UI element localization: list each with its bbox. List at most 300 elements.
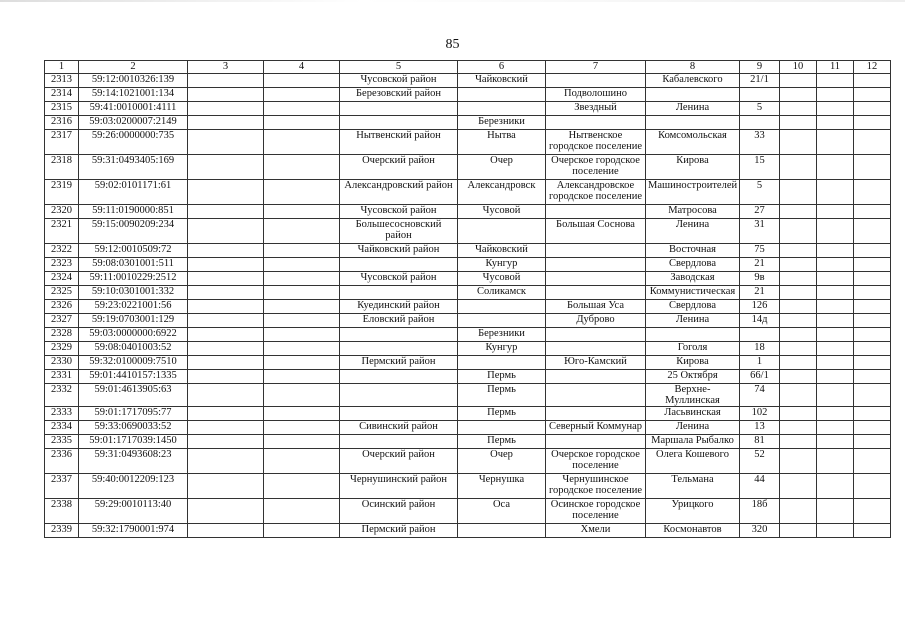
table-cell	[780, 328, 817, 342]
table-row	[45, 384, 891, 407]
table-cell	[546, 370, 646, 384]
table-cell: Урицкого	[646, 499, 740, 524]
column-header: 6	[458, 61, 546, 74]
table-cell: 2315	[45, 102, 79, 116]
table-cell: 59:03:0000000:6922	[79, 328, 188, 342]
table-cell	[340, 370, 458, 384]
table-cell: Тельмана	[646, 474, 740, 499]
table-cell: Чернушинское городское поселение	[546, 474, 646, 499]
table-cell	[817, 180, 854, 205]
table-cell: 59:19:0703001:129	[79, 314, 188, 328]
table-row	[45, 244, 891, 258]
table-cell	[264, 342, 340, 356]
table-row	[45, 74, 891, 88]
table-cell: 59:32:0100009:7510	[79, 356, 188, 370]
table-cell	[780, 370, 817, 384]
table-cell: Верхне-Муллинская	[646, 384, 740, 407]
table-row	[45, 499, 891, 524]
table-cell	[780, 499, 817, 524]
table-cell	[188, 155, 264, 180]
table-cell	[458, 314, 546, 328]
table-cell: 59:11:0190000:851	[79, 205, 188, 219]
column-header: 1	[45, 61, 79, 74]
table-cell	[740, 88, 780, 102]
table-cell	[740, 328, 780, 342]
table-cell: Нытвенское городское поселение	[546, 130, 646, 155]
table-cell	[458, 219, 546, 244]
table-cell	[780, 524, 817, 538]
table-cell: Пермский район	[340, 356, 458, 370]
table-cell: Чайковский	[458, 74, 546, 88]
table-cell	[264, 499, 340, 524]
table-cell: Кунгур	[458, 258, 546, 272]
table-cell	[458, 356, 546, 370]
table-cell	[854, 244, 891, 258]
table-cell: 15	[740, 155, 780, 180]
table-cell	[188, 384, 264, 407]
table-cell	[780, 258, 817, 272]
table-cell: Ленина	[646, 102, 740, 116]
table-row	[45, 205, 891, 219]
table-cell	[780, 342, 817, 356]
table-cell: Кирова	[646, 155, 740, 180]
table-cell: Ленина	[646, 219, 740, 244]
table-cell	[188, 258, 264, 272]
table-cell	[264, 524, 340, 538]
table-cell	[817, 258, 854, 272]
table-row	[45, 130, 891, 155]
table-cell	[854, 499, 891, 524]
register-table	[44, 60, 891, 538]
table-cell	[780, 102, 817, 116]
table-cell	[188, 342, 264, 356]
table-cell: 18б	[740, 499, 780, 524]
table-cell: Александровск	[458, 180, 546, 205]
column-header: 11	[817, 61, 854, 74]
table-cell: 2318	[45, 155, 79, 180]
table-cell: 1	[740, 356, 780, 370]
table-cell	[264, 300, 340, 314]
table-cell	[817, 155, 854, 180]
table-cell	[854, 300, 891, 314]
table-cell: Чернушинский район	[340, 474, 458, 499]
table-cell: 2333	[45, 407, 79, 421]
table-cell: Нытвенский район	[340, 130, 458, 155]
table-cell: Кунгур	[458, 342, 546, 356]
table-cell	[854, 155, 891, 180]
table-row	[45, 370, 891, 384]
table-cell	[264, 328, 340, 342]
table-row	[45, 219, 891, 244]
table-row	[45, 258, 891, 272]
table-cell	[780, 74, 817, 88]
table-cell	[264, 102, 340, 116]
table-cell: Осинское городское поселение	[546, 499, 646, 524]
table-cell	[817, 205, 854, 219]
table-cell	[817, 524, 854, 538]
table-row	[45, 102, 891, 116]
table-cell	[780, 421, 817, 435]
table-cell: Маршала Рыбалко	[646, 435, 740, 449]
table-cell	[780, 116, 817, 130]
table-cell	[188, 524, 264, 538]
table-cell: 59:40:0012209:123	[79, 474, 188, 499]
column-header: 2	[79, 61, 188, 74]
table-cell: 31	[740, 219, 780, 244]
table-cell: 2328	[45, 328, 79, 342]
table-row	[45, 342, 891, 356]
table-cell	[854, 435, 891, 449]
table-cell	[780, 244, 817, 258]
table-cell	[264, 314, 340, 328]
table-cell: 2325	[45, 286, 79, 300]
table-cell: Северный Коммунар	[546, 421, 646, 435]
table-cell	[854, 384, 891, 407]
table-cell: Чернушка	[458, 474, 546, 499]
table-cell	[188, 499, 264, 524]
table-cell: 59:08:0401003:52	[79, 342, 188, 356]
table-cell	[854, 74, 891, 88]
table-row	[45, 474, 891, 499]
table-cell: 59:10:0301001:332	[79, 286, 188, 300]
table-cell: 2323	[45, 258, 79, 272]
table-cell	[264, 272, 340, 286]
table-cell	[188, 300, 264, 314]
table-cell: Заводская	[646, 272, 740, 286]
table-cell	[780, 435, 817, 449]
table-cell	[780, 272, 817, 286]
table-cell: 52	[740, 449, 780, 474]
table-cell: Пермь	[458, 407, 546, 421]
table-cell	[854, 328, 891, 342]
table-cell: 59:31:0493608:23	[79, 449, 188, 474]
table-cell	[817, 130, 854, 155]
table-cell	[546, 286, 646, 300]
table-cell	[546, 435, 646, 449]
table-cell	[854, 370, 891, 384]
table-cell	[546, 258, 646, 272]
table-cell	[546, 116, 646, 130]
table-cell: 18	[740, 342, 780, 356]
table-cell: Подволошино	[546, 88, 646, 102]
table-cell: Восточная	[646, 244, 740, 258]
table-cell	[780, 88, 817, 102]
table-cell	[817, 219, 854, 244]
table-cell: Ленина	[646, 314, 740, 328]
table-row	[45, 88, 891, 102]
table-cell	[188, 180, 264, 205]
table-cell: 74	[740, 384, 780, 407]
table-cell: 21/1	[740, 74, 780, 88]
table-cell: 2324	[45, 272, 79, 286]
table-cell: 320	[740, 524, 780, 538]
table-cell: Свердлова	[646, 258, 740, 272]
table-cell: Чусовой	[458, 205, 546, 219]
table-cell: Нытва	[458, 130, 546, 155]
table-cell	[188, 205, 264, 219]
table-row	[45, 407, 891, 421]
table-cell	[340, 258, 458, 272]
table-cell	[188, 219, 264, 244]
table-cell: 59:01:4410157:1335	[79, 370, 188, 384]
table-cell: 59:12:0010509:72	[79, 244, 188, 258]
table-cell: Очерское городское поселение	[546, 155, 646, 180]
table-cell: Осинский район	[340, 499, 458, 524]
table-cell: Кабалевского	[646, 74, 740, 88]
table-cell: Машиностроителей	[646, 180, 740, 205]
table-cell	[546, 328, 646, 342]
table-cell	[264, 130, 340, 155]
table-cell	[780, 384, 817, 407]
table-cell	[817, 88, 854, 102]
table-cell	[264, 155, 340, 180]
table-cell	[340, 286, 458, 300]
table-cell	[780, 155, 817, 180]
table-cell: 2332	[45, 384, 79, 407]
table-row	[45, 116, 891, 130]
table-cell: 59:41:0010001:4111	[79, 102, 188, 116]
table-cell	[546, 407, 646, 421]
table-cell: 2330	[45, 356, 79, 370]
table-cell	[188, 435, 264, 449]
table-cell	[854, 116, 891, 130]
table-cell: 59:29:0010113:40	[79, 499, 188, 524]
table-row	[45, 356, 891, 370]
table-cell: 59:14:1021001:134	[79, 88, 188, 102]
table-cell: 59:33:0690033:52	[79, 421, 188, 435]
table-cell	[458, 421, 546, 435]
table-cell: 59:01:1717095:77	[79, 407, 188, 421]
table-row	[45, 180, 891, 205]
table-cell	[340, 102, 458, 116]
table-cell: Очер	[458, 155, 546, 180]
table-cell: Дуброво	[546, 314, 646, 328]
table-cell	[264, 244, 340, 258]
table-cell	[188, 449, 264, 474]
table-cell	[854, 407, 891, 421]
table-cell	[264, 180, 340, 205]
table-cell	[854, 219, 891, 244]
table-cell	[264, 370, 340, 384]
table-cell	[188, 328, 264, 342]
table-cell: 81	[740, 435, 780, 449]
table-cell	[340, 384, 458, 407]
table-cell	[817, 449, 854, 474]
table-cell: Звездный	[546, 102, 646, 116]
table-cell	[780, 180, 817, 205]
table-cell	[780, 205, 817, 219]
table-cell	[817, 499, 854, 524]
table-cell: 59:08:0301001:511	[79, 258, 188, 272]
table-cell: 59:11:0010229:2512	[79, 272, 188, 286]
table-cell: 2337	[45, 474, 79, 499]
table-cell: Очер	[458, 449, 546, 474]
table-cell	[854, 88, 891, 102]
table-cell: 27	[740, 205, 780, 219]
table-cell	[458, 524, 546, 538]
table-cell	[854, 272, 891, 286]
table-cell	[188, 474, 264, 499]
table-row	[45, 524, 891, 538]
table-cell: 59:01:1717039:1450	[79, 435, 188, 449]
table-cell: 2331	[45, 370, 79, 384]
table-cell: Еловский район	[340, 314, 458, 328]
table-cell: Большая Уса	[546, 300, 646, 314]
table-cell: Очерский район	[340, 449, 458, 474]
table-body	[45, 74, 891, 538]
table-cell	[188, 116, 264, 130]
table-cell	[780, 449, 817, 474]
table-cell	[854, 180, 891, 205]
table-cell	[188, 244, 264, 258]
table-cell: Очерское городское поселение	[546, 449, 646, 474]
table-cell: 59:02:0101171:61	[79, 180, 188, 205]
table-cell	[817, 244, 854, 258]
table-cell	[646, 116, 740, 130]
table-cell: Коммунистическая	[646, 286, 740, 300]
table-cell: 75	[740, 244, 780, 258]
table-cell	[264, 88, 340, 102]
table-row	[45, 286, 891, 300]
table-cell: 102	[740, 407, 780, 421]
table-cell	[264, 356, 340, 370]
table-cell	[546, 244, 646, 258]
table-cell: 9в	[740, 272, 780, 286]
table-row	[45, 272, 891, 286]
table-cell	[546, 342, 646, 356]
table-cell	[188, 272, 264, 286]
table-cell	[546, 272, 646, 286]
table-cell	[264, 219, 340, 244]
table-cell: 59:12:0010326:139	[79, 74, 188, 88]
table-cell	[780, 219, 817, 244]
table-cell: 14д	[740, 314, 780, 328]
column-header: 9	[740, 61, 780, 74]
table-cell	[340, 116, 458, 130]
table-cell	[854, 205, 891, 219]
table-cell: Чусовской район	[340, 272, 458, 286]
table-cell	[188, 314, 264, 328]
table-cell	[264, 384, 340, 407]
table-cell	[854, 524, 891, 538]
table-cell	[817, 356, 854, 370]
table-cell: 5	[740, 180, 780, 205]
table-cell: 2336	[45, 449, 79, 474]
table-cell	[340, 407, 458, 421]
table-row	[45, 300, 891, 314]
table-cell	[188, 130, 264, 155]
table-cell	[264, 286, 340, 300]
table-cell	[188, 370, 264, 384]
table-cell	[264, 258, 340, 272]
table-cell: 2338	[45, 499, 79, 524]
table-cell: Чусовской район	[340, 74, 458, 88]
table-cell: Кирова	[646, 356, 740, 370]
table-cell: 44	[740, 474, 780, 499]
table-cell: Хмели	[546, 524, 646, 538]
table-cell: Очерский район	[340, 155, 458, 180]
table-cell	[780, 407, 817, 421]
table-cell: Александровское городское поселение	[546, 180, 646, 205]
table-cell	[458, 88, 546, 102]
table-cell	[546, 205, 646, 219]
column-header: 4	[264, 61, 340, 74]
table-cell: 2339	[45, 524, 79, 538]
table-cell: Чусовской район	[340, 205, 458, 219]
table-cell	[264, 205, 340, 219]
table-cell	[780, 300, 817, 314]
table-cell	[458, 102, 546, 116]
table-cell: Пермь	[458, 370, 546, 384]
table-cell	[340, 328, 458, 342]
table-cell	[188, 88, 264, 102]
table-cell	[817, 272, 854, 286]
table-cell: 59:31:0493405:169	[79, 155, 188, 180]
table-cell	[817, 407, 854, 421]
table-cell	[854, 356, 891, 370]
table-cell	[340, 435, 458, 449]
table-cell	[854, 342, 891, 356]
table-cell: 2319	[45, 180, 79, 205]
table-cell: 2329	[45, 342, 79, 356]
table-cell: Александровский район	[340, 180, 458, 205]
table-cell	[188, 407, 264, 421]
table-cell	[264, 116, 340, 130]
table-cell: Пермь	[458, 384, 546, 407]
table-row	[45, 155, 891, 180]
table-cell: Большесосновский район	[340, 219, 458, 244]
table-cell	[546, 384, 646, 407]
table-cell	[817, 102, 854, 116]
table-cell: 59:01:4613905:63	[79, 384, 188, 407]
table-cell	[646, 328, 740, 342]
table-cell	[817, 342, 854, 356]
table-cell: 59:26:0000000:735	[79, 130, 188, 155]
table-cell	[780, 130, 817, 155]
table-cell	[264, 435, 340, 449]
table-row	[45, 449, 891, 474]
column-header: 8	[646, 61, 740, 74]
table-cell: 2317	[45, 130, 79, 155]
table-cell	[854, 449, 891, 474]
table-cell	[817, 421, 854, 435]
column-header: 12	[854, 61, 891, 74]
table-cell	[854, 421, 891, 435]
table-cell	[817, 116, 854, 130]
table-cell: 2322	[45, 244, 79, 258]
table-cell	[817, 370, 854, 384]
table-cell: 59:32:1790001:974	[79, 524, 188, 538]
table-cell	[817, 474, 854, 499]
header-row	[45, 61, 891, 74]
table-cell: Березники	[458, 116, 546, 130]
table-cell	[780, 356, 817, 370]
table-cell	[646, 88, 740, 102]
table-cell: Оса	[458, 499, 546, 524]
table-cell	[854, 258, 891, 272]
table-cell: 13	[740, 421, 780, 435]
table-cell: 59:23:0221001:56	[79, 300, 188, 314]
table-cell	[854, 314, 891, 328]
table-cell: Большая Соснова	[546, 219, 646, 244]
table-cell	[817, 435, 854, 449]
table-cell: 2320	[45, 205, 79, 219]
table-cell: Олега Кошевого	[646, 449, 740, 474]
table-cell	[740, 116, 780, 130]
column-header: 10	[780, 61, 817, 74]
table-cell	[264, 449, 340, 474]
table-cell: 25 Октября	[646, 370, 740, 384]
